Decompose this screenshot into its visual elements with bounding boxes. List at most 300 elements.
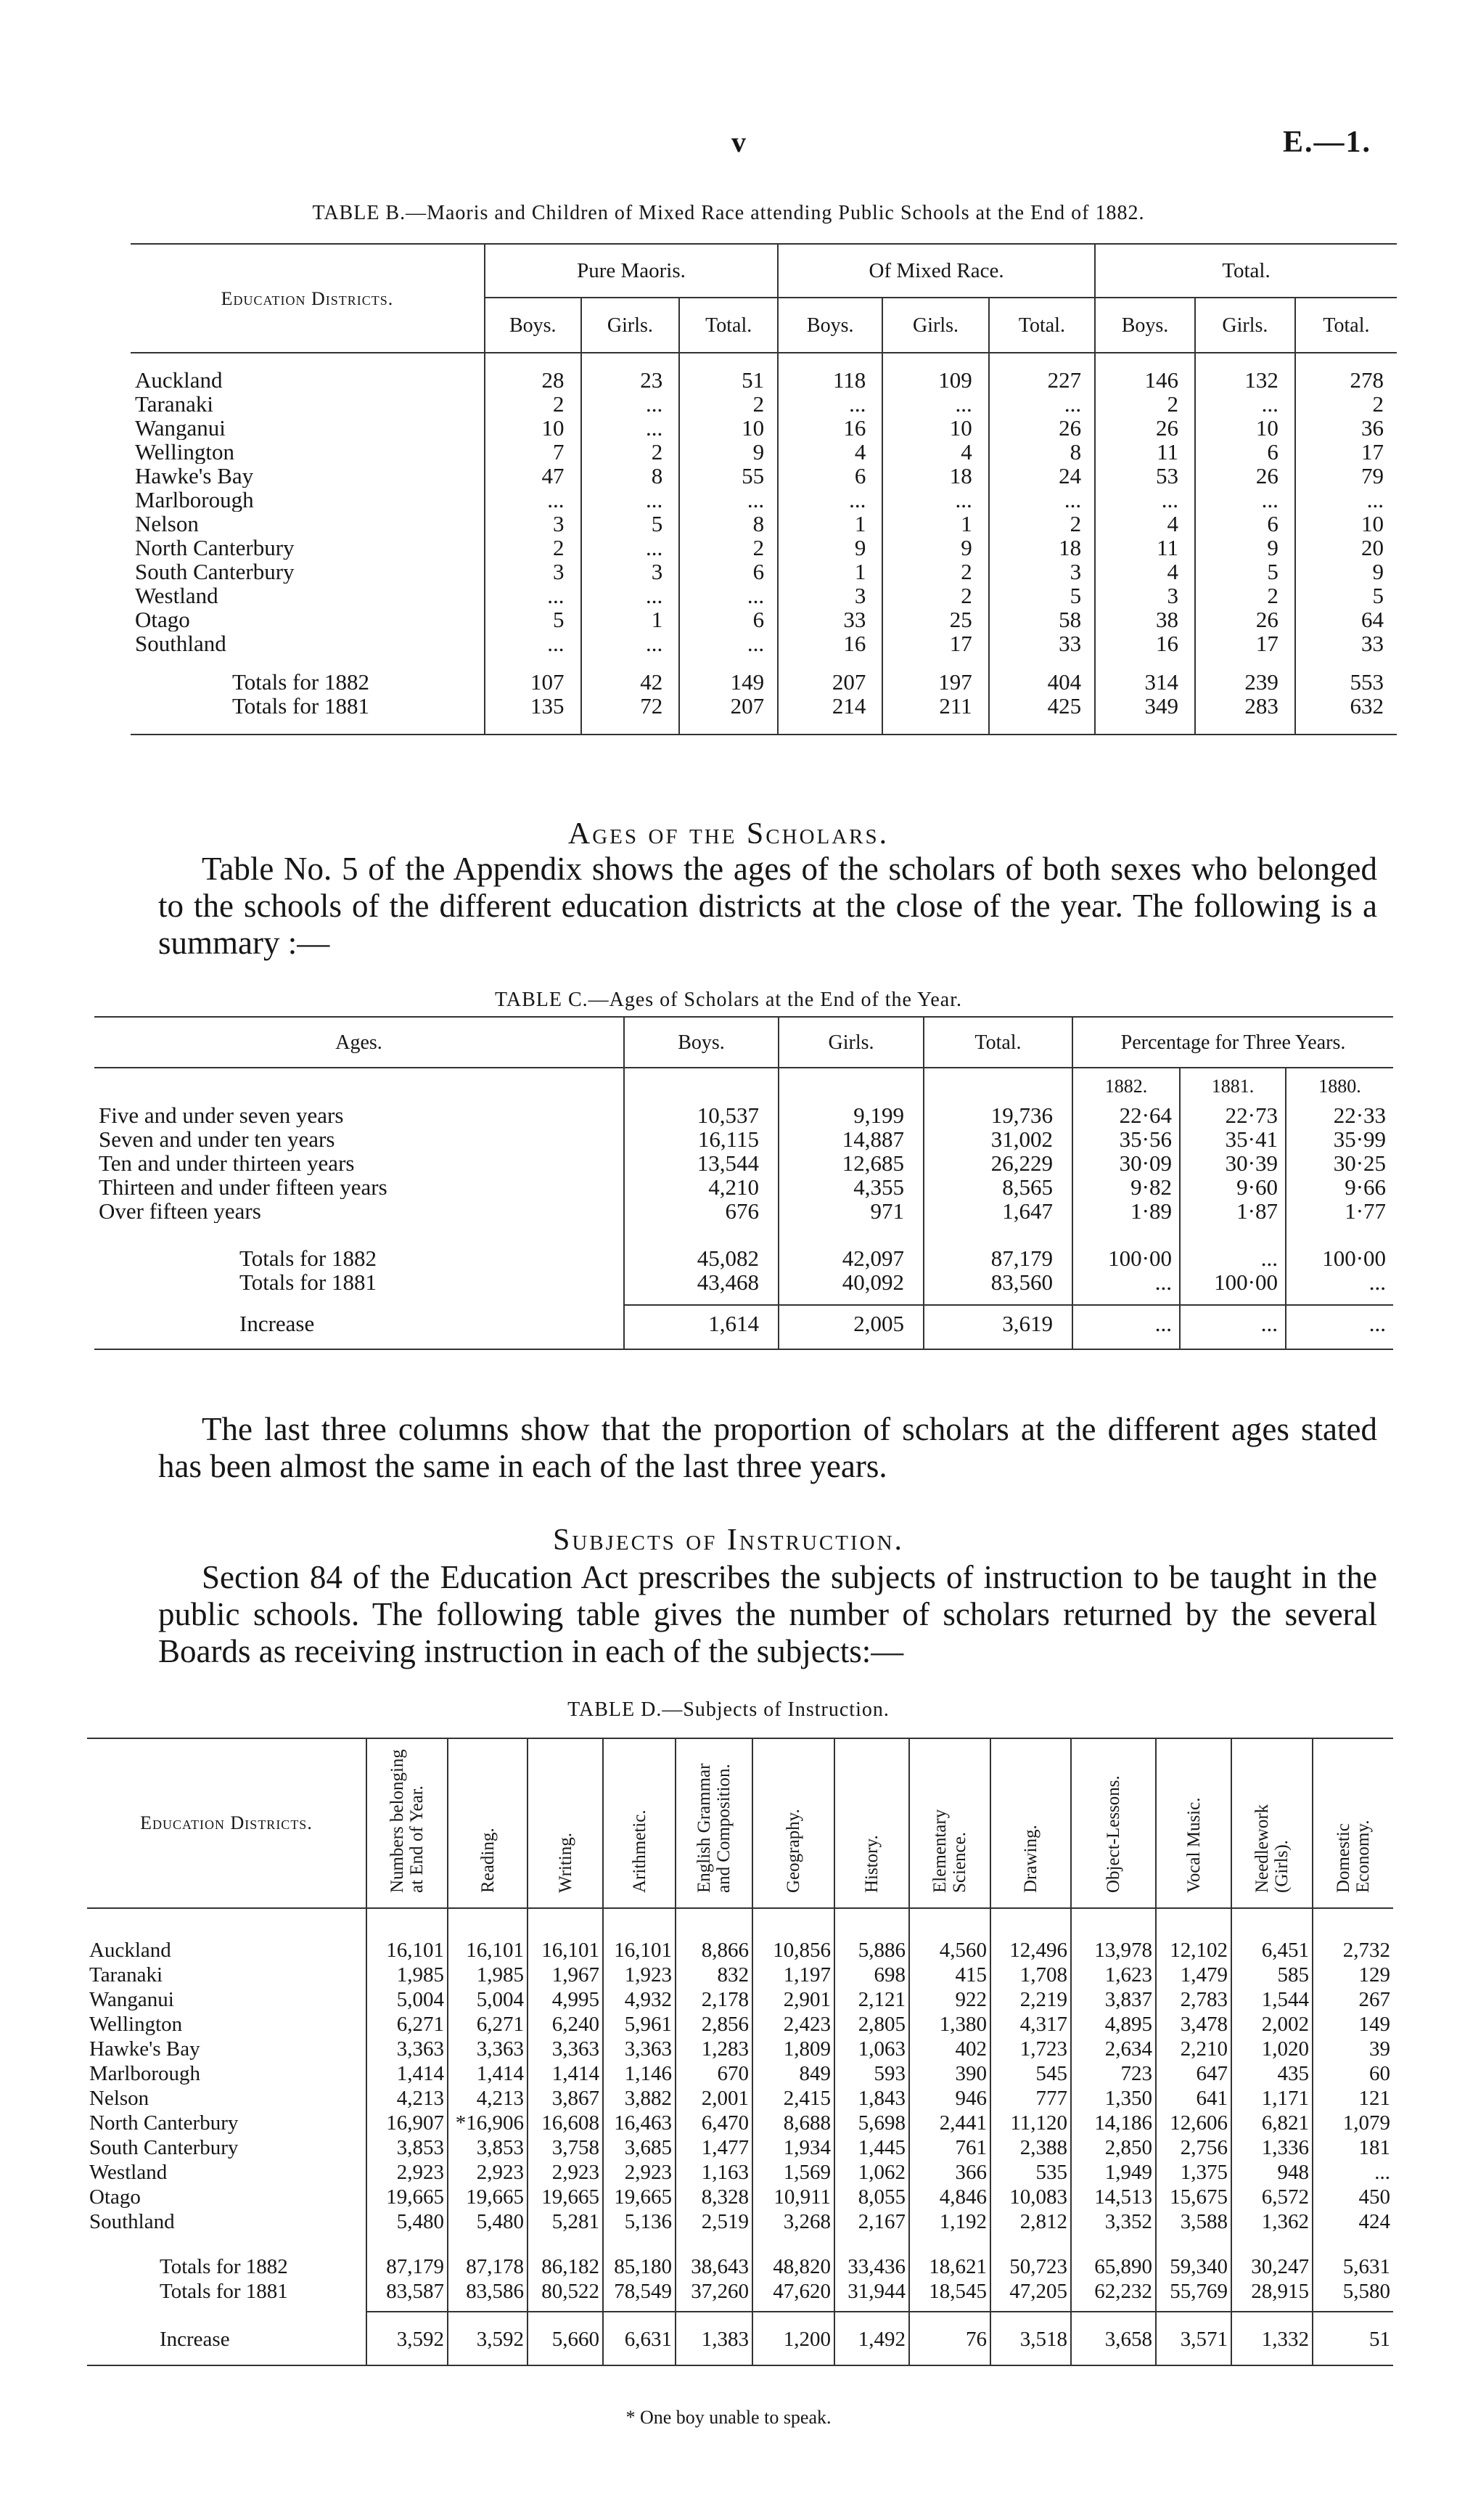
spacer-cell: [528, 2234, 603, 2254]
table-b-row: [131, 512, 1397, 536]
table-b-value: 33: [989, 631, 1095, 655]
spacer-cell: [779, 1335, 924, 1349]
table-c-increase-row-value: ...: [1180, 1312, 1286, 1335]
table-d-row-value: 1,380: [909, 2012, 990, 2037]
table-d-total-row-value: 33,436: [834, 2254, 909, 2279]
table-d-row-label: Wanganui: [89, 1988, 174, 2011]
spacer-cell: [882, 655, 988, 670]
table-d-row-value: 2,634: [1071, 2037, 1156, 2061]
table-d-row-value: 1,708: [990, 1963, 1071, 1987]
table-d-row-value: 5,004: [366, 1987, 448, 2012]
row-label-text: Auckland: [135, 368, 223, 392]
table-c-total-row-value: 100·00: [1180, 1270, 1286, 1294]
table-d-row-value: 60: [1313, 2061, 1393, 2086]
table-c-year-row: [94, 1068, 1393, 1103]
spacer-cell: [1071, 2352, 1156, 2365]
table-d-row-value: 849: [752, 2061, 834, 2086]
spacer-cell: [366, 2234, 448, 2254]
table-d-row-value: 1,079: [1313, 2111, 1393, 2135]
table-d-total-row-value: 37,260: [676, 2279, 752, 2304]
table-b-row: [131, 440, 1397, 464]
table-b-value: 7: [485, 440, 581, 464]
table-b-value: ...: [581, 416, 680, 440]
table-c-row-value: 9,199: [779, 1103, 924, 1127]
table-b-value: ...: [778, 392, 882, 416]
table-c-increase-row-value: ...: [1286, 1312, 1393, 1335]
table-b-total-value: 149: [679, 670, 778, 694]
spacer-cell: [778, 718, 882, 735]
subject-header-text: Writing.: [555, 1832, 575, 1893]
table-c-row: [94, 1175, 1393, 1199]
spacer-cell: [1313, 2352, 1393, 2365]
table-d-row-value: 4,317: [990, 2012, 1071, 2037]
table-b-row: [131, 464, 1397, 488]
table-d-row-value: 390: [909, 2061, 990, 2086]
spacer-cell: [1231, 2312, 1313, 2327]
spacer-cell: [752, 2304, 834, 2312]
table-d-bottom-rule: [87, 2352, 1393, 2365]
table-c-increase-row: [94, 1312, 1393, 1335]
table-d-total-row-value: 30,247: [1231, 2254, 1313, 2279]
row-label-text: Nelson: [135, 512, 199, 536]
table-b-value: 2: [989, 512, 1095, 536]
spacer-cell: [94, 1305, 624, 1312]
table-d-row-value: 6,271: [366, 2012, 448, 2037]
table-d-row-value: 149: [1313, 2012, 1393, 2037]
table-c-total-row-value: 100·00: [1286, 1246, 1393, 1270]
table-c-total-row-value: 45,082: [624, 1246, 779, 1270]
table-d-row-value: 2,519: [676, 2209, 752, 2234]
table-d-row-value: 670: [676, 2061, 752, 2086]
subject-header-text: Arithmetic.: [629, 1809, 649, 1893]
spacer-cell: [131, 353, 485, 368]
table-d-row-value: 535: [990, 2160, 1071, 2185]
spacer-cell: [1295, 353, 1397, 368]
table-d-row-value: 1,171: [1231, 2086, 1313, 2111]
table-c-increase-row-value: 2,005: [779, 1312, 924, 1335]
table-b-subheader: Total.: [989, 298, 1095, 353]
spacer-cell: [1156, 2304, 1231, 2312]
spacer-cell: [1313, 2312, 1393, 2327]
row-label-text: Wanganui: [135, 416, 226, 440]
subjects-paragraph-text: Section 84 of the Education Act prescribes the subjects of instruction to be taught in the public schools. The following table gives the number of scholars returned by the several Boards as receiving instruction in each of the subjects:—: [158, 1559, 1377, 1669]
table-b-value: 18: [882, 464, 988, 488]
table-d-increase-row-value: 3,518: [990, 2327, 1071, 2352]
spacer-cell: [1195, 655, 1295, 670]
table-c-row-value: 676: [624, 1199, 779, 1223]
table-c-row-value: 9·82: [1072, 1175, 1180, 1199]
row-label-text: Otago: [135, 608, 190, 631]
spacer-cell: [1095, 718, 1195, 735]
table-b-row: [131, 488, 1397, 512]
table-b-value: ...: [882, 488, 988, 512]
spacer-cell: [1286, 1335, 1393, 1349]
table-d-row: [87, 2111, 1393, 2135]
table-b-value: ...: [989, 392, 1095, 416]
table-b-value: ...: [581, 584, 680, 608]
table-d-row-value: 13,978: [1071, 1938, 1156, 1963]
table-c-total-row-value: 83,560: [924, 1270, 1072, 1294]
table-b-row: [131, 368, 1397, 392]
spacer-cell: [603, 2312, 676, 2327]
table-d-row-value: 366: [909, 2160, 990, 2185]
table-b-subheader: Boys.: [1095, 298, 1195, 353]
table-d-row-label: Nelson: [89, 2087, 149, 2110]
table-b-value: 3: [778, 584, 882, 608]
table-b-row: [131, 536, 1397, 560]
table-d-subject-header: [366, 1738, 448, 1908]
table-d-row-value: 121: [1313, 2086, 1393, 2111]
table-d-row-value: 698: [834, 1963, 909, 1987]
spacer-cell: [1071, 2304, 1156, 2312]
table-d-total-row-value: 50,723: [990, 2254, 1071, 2279]
table-d-row-label: Marlborough: [89, 2062, 201, 2085]
ages-paragraph-text: Table No. 5 of the Appendix shows the ages of the scholars of both sexes who belonged to the schools of the different education districts at the close of the year. The following is a summary :—: [158, 851, 1377, 961]
table-d-row-value: 5,698: [834, 2111, 909, 2135]
table-c-row-value: 971: [779, 1199, 924, 1223]
table-d-row-label: Otago: [89, 2185, 141, 2209]
table-d-total-row-value: 83,587: [366, 2279, 448, 2304]
table-b: [131, 243, 1397, 735]
spacer-cell: [581, 718, 680, 735]
table-b-value: 24: [989, 464, 1095, 488]
table-b-value: 9: [1195, 536, 1295, 560]
table-d-row-value: 15,675: [1156, 2185, 1231, 2209]
table-d-row-value: 2,856: [676, 2012, 752, 2037]
table-b-value: 1: [882, 512, 988, 536]
table-d-row-value: 1,375: [1156, 2160, 1231, 2185]
table-d-increase-row-value: 76: [909, 2327, 990, 2352]
table-b-value: 28: [485, 368, 581, 392]
table-b-total-value: 207: [778, 670, 882, 694]
table-b-value: 3: [989, 560, 1095, 584]
spacer-cell: [834, 2304, 909, 2312]
table-d-total-row-value: 87,179: [366, 2254, 448, 2279]
spacer-cell: [1072, 1305, 1180, 1312]
table-d-subject-header: [1313, 1738, 1393, 1908]
table-b-total-value: 214: [778, 694, 882, 718]
table-d-total-row-value: 86,182: [528, 2254, 603, 2279]
table-b-value: 5: [989, 584, 1095, 608]
row-label-text: Taranaki: [135, 392, 213, 416]
spacer-cell: [603, 2234, 676, 2254]
spacer-cell: [1095, 655, 1195, 670]
table-d-total-row-label: Totals for 1881: [160, 2280, 288, 2303]
table-b-value: 5: [1195, 560, 1295, 584]
spacer-cell: [1286, 1223, 1393, 1246]
spacer-cell: [87, 2234, 366, 2254]
table-c-total-row: [94, 1246, 1393, 1270]
table-d-total-row: [87, 2279, 1393, 2304]
spacer-cell: [990, 2312, 1071, 2327]
table-d-subject-header: [1156, 1738, 1231, 1908]
table-d-row-value: 761: [909, 2135, 990, 2160]
table-b-value: 3: [485, 512, 581, 536]
table-b-value: ...: [581, 392, 680, 416]
table-b-value: 16: [778, 631, 882, 655]
table-b-value: 38: [1095, 608, 1195, 631]
table-c-row-value: 4,355: [779, 1175, 924, 1199]
table-b-total-label: Totals for 1881: [232, 694, 369, 718]
table-b-value: 2: [882, 560, 988, 584]
table-d-row-value: 641: [1156, 2086, 1231, 2111]
table-b-value: ...: [989, 488, 1095, 512]
spacer-cell: [1180, 1335, 1286, 1349]
table-b-value: 109: [882, 368, 988, 392]
table-d-row-value: 2,423: [752, 2012, 834, 2037]
table-d-row-label: Hawke's Bay: [89, 2037, 200, 2061]
table-d-row-value: 19,665: [528, 2185, 603, 2209]
table-b-value: 2: [882, 584, 988, 608]
table-b-total-value: 42: [581, 670, 680, 694]
table-c-row-value: 22·33: [1286, 1103, 1393, 1127]
spacer-cell: [752, 1908, 834, 1938]
table-b-value: 4: [1095, 512, 1195, 536]
table-c-row-value: 10,537: [624, 1103, 779, 1127]
table-d-row-value: 2,812: [990, 2209, 1071, 2234]
table-b-subheader: Total.: [679, 298, 778, 353]
table-c-increase-row-value: ...: [1072, 1312, 1180, 1335]
table-b-row: [131, 416, 1397, 440]
table-b-value: 53: [1095, 464, 1195, 488]
table-d-row-value: 3,588: [1156, 2209, 1231, 2234]
table-b-value: 26: [1195, 464, 1295, 488]
spacer-cell: [528, 2304, 603, 2312]
table-c-row: [94, 1103, 1393, 1127]
table-b-value: 23: [581, 368, 680, 392]
table-c-total-row-value: 43,468: [624, 1270, 779, 1294]
subject-header-text: English Grammar and Composition.: [694, 1763, 734, 1893]
table-b-value: 11: [1095, 440, 1195, 464]
spacer-cell: [485, 353, 581, 368]
table-d-row-value: 16,101: [528, 1938, 603, 1963]
table-b-value: 2: [679, 536, 778, 560]
table-b-value: 64: [1295, 608, 1397, 631]
table-b-district: [131, 368, 485, 392]
table-d-row-value: 1,477: [676, 2135, 752, 2160]
table-d-row-value: 2,901: [752, 1987, 834, 2012]
table-b-subheader: Girls.: [882, 298, 988, 353]
table-c-total-row-value: 40,092: [779, 1270, 924, 1294]
table-b-value: ...: [882, 392, 988, 416]
subject-header-text: Object-Lessons.: [1104, 1775, 1123, 1893]
table-d-subject-header: [528, 1738, 603, 1908]
table-b-value: 2: [485, 392, 581, 416]
table-d-total-row-value: 47,205: [990, 2279, 1071, 2304]
table-b-district: [131, 536, 485, 560]
spacer-cell: [624, 1305, 779, 1312]
table-c-row-value: 16,115: [624, 1127, 779, 1151]
table-d-row-value: 1,967: [528, 1963, 603, 1987]
spacer-cell: [1195, 353, 1295, 368]
table-d-row-value: 2,805: [834, 2012, 909, 2037]
table-d-row-value: 2,001: [676, 2086, 752, 2111]
spacer-cell: [909, 2234, 990, 2254]
spacer-cell: [924, 1068, 1072, 1103]
spacer-cell: [990, 2352, 1071, 2365]
table-c-row-value: 26,229: [924, 1151, 1072, 1175]
table-d-subject-header: [603, 1738, 676, 1908]
spacer-cell: [679, 655, 778, 670]
table-d-row-value: 1,985: [366, 1963, 448, 1987]
spacer-cell: [1156, 2234, 1231, 2254]
table-d-row-value: 2,923: [603, 2160, 676, 2185]
table-b-district: [131, 512, 485, 536]
table-d-row-value: 1,336: [1231, 2135, 1313, 2160]
table-d-row-value: 11,120: [990, 2111, 1071, 2135]
spacer-cell: [990, 2304, 1071, 2312]
table-b-value: ...: [1195, 392, 1295, 416]
table-c-total-row: [94, 1270, 1393, 1294]
table-d-subject-header: [909, 1738, 990, 1908]
table-d-row-value: 1,192: [909, 2209, 990, 2234]
table-d-row-value: 16,101: [448, 1938, 528, 1963]
spacer-cell: [1231, 1908, 1313, 1938]
table-d-row-value: 6,240: [528, 2012, 603, 2037]
row-label-text: South Canterbury: [135, 560, 295, 584]
table-b-total-value: 72: [581, 694, 680, 718]
table-d-row-value: 1,809: [752, 2037, 834, 2061]
table-d-row-value: 3,478: [1156, 2012, 1231, 2037]
table-d-row-value: 2,850: [1071, 2135, 1156, 2160]
table-c-row-value: 31,002: [924, 1127, 1072, 1151]
table-b-total-value: 197: [882, 670, 988, 694]
table-d-row-value: 1,063: [834, 2037, 909, 2061]
table-d-increase-row-value: 1,200: [752, 2327, 834, 2352]
table-b-value: 26: [1095, 416, 1195, 440]
table-d-row-label: Wellington: [89, 2013, 183, 2036]
table-c-row-value: 8,565: [924, 1175, 1072, 1199]
table-b-value: ...: [679, 488, 778, 512]
table-d-subject-header: [834, 1738, 909, 1908]
spacer-cell: [528, 1908, 603, 1938]
table-d-row: [87, 1963, 1393, 1987]
table-c-total-row-value: ...: [1180, 1246, 1286, 1270]
table-b-value: 146: [1095, 368, 1195, 392]
table-b-value: 10: [1195, 416, 1295, 440]
table-b-value: 4: [1095, 560, 1195, 584]
table-d-total-row-value: 31,944: [834, 2279, 909, 2304]
table-c-bottom-rule: [94, 1335, 1393, 1349]
table-d-row-value: 10,911: [752, 2185, 834, 2209]
table-c-row-value: 22·64: [1072, 1103, 1180, 1127]
spacer-cell: [909, 2312, 990, 2327]
table-b-value: 6: [778, 464, 882, 488]
table-b-value: 18: [989, 536, 1095, 560]
table-b-district: [131, 584, 485, 608]
row-label-text: North Canterbury: [135, 536, 295, 560]
table-d-row-value: 1,414: [528, 2061, 603, 2086]
table-d-row-value: 19,665: [603, 2185, 676, 2209]
table-d-subject-header: [1071, 1738, 1156, 1908]
spacer-cell: [779, 1068, 924, 1103]
table-d-row-value: 1,923: [603, 1963, 676, 1987]
spacer-row: [87, 2312, 1393, 2327]
table-b-group-header: Total.: [1095, 244, 1397, 298]
spacer-cell: [676, 2312, 752, 2327]
table-d-row-value: 12,102: [1156, 1938, 1231, 1963]
table-d-row-value: 946: [909, 2086, 990, 2111]
spacer-cell: [581, 655, 680, 670]
table-d-row-value: 6,451: [1231, 1938, 1313, 1963]
spacer-cell: [676, 2352, 752, 2365]
table-b-district: [131, 416, 485, 440]
table-c-row: [94, 1199, 1393, 1223]
table-b-value: 4: [882, 440, 988, 464]
table-d-row-value: 16,101: [366, 1938, 448, 1963]
table-d-increase-row-value: 3,592: [366, 2327, 448, 2352]
table-d-row-value: 922: [909, 1987, 990, 2012]
table-b-value: ...: [485, 631, 581, 655]
spacer-cell: [882, 353, 988, 368]
table-b-total-value: 425: [989, 694, 1095, 718]
table-b-value: 16: [778, 416, 882, 440]
spacer-cell: [778, 655, 882, 670]
spacer-cell: [779, 1305, 924, 1312]
table-d-subject-header: [990, 1738, 1071, 1908]
table-b-total-value: 207: [679, 694, 778, 718]
table-b-total-value: 553: [1295, 670, 1397, 694]
spacer-cell: [779, 1294, 924, 1305]
spacer-cell: [603, 1908, 676, 1938]
table-c-header: Total.: [924, 1017, 1072, 1068]
spacer-cell: [679, 353, 778, 368]
spacer-cell: [989, 353, 1095, 368]
table-b-value: 2: [679, 392, 778, 416]
table-b-value: 6: [1195, 512, 1295, 536]
table-c-separator: [94, 1294, 1393, 1305]
table-b-total-value: 135: [485, 694, 581, 718]
table-d-row-value: 424: [1313, 2209, 1393, 2234]
table-c-row-value: 4,210: [624, 1175, 779, 1199]
table-d-row-value: 16,608: [528, 2111, 603, 2135]
table-b-group-header: Of Mixed Race.: [778, 244, 1095, 298]
table-d-total-row-value: 5,631: [1313, 2254, 1393, 2279]
spacer-cell: [779, 1223, 924, 1246]
row-label-text: Southland: [135, 631, 226, 655]
spacer-cell: [87, 1908, 366, 1938]
table-d-increase-row: [87, 2327, 1393, 2352]
table-d-row-value: 832: [676, 1963, 752, 1987]
table-b-value: 10: [485, 416, 581, 440]
spacer-cell: [528, 2312, 603, 2327]
table-b-district: [131, 560, 485, 584]
table-b-value: ...: [679, 584, 778, 608]
subject-header-text: Domestic Economy.: [1334, 1820, 1373, 1893]
spacer-cell: [448, 1908, 528, 1938]
table-c-year-header: 1882.: [1072, 1068, 1180, 1103]
table-b-value: 2: [581, 440, 680, 464]
table-d-total-row-value: 55,769: [1156, 2279, 1231, 2304]
table-d-row-value: 6,821: [1231, 2111, 1313, 2135]
table-c-row-value: 30·39: [1180, 1151, 1286, 1175]
table-c-caption: TABLE C.—Ages of Scholars at the End of the Year.: [495, 989, 962, 1011]
table-d-subject-header: [1231, 1738, 1313, 1908]
spacer-cell: [603, 2352, 676, 2365]
spacer-cell: [909, 2352, 990, 2365]
table-b-total-value: 211: [882, 694, 988, 718]
spacer-cell: [924, 1305, 1072, 1312]
table-d-row-value: 8,866: [676, 1938, 752, 1963]
table-d-row-value: 5,480: [448, 2209, 528, 2234]
table-c-total-row-value: 87,179: [924, 1246, 1072, 1270]
table-c-total-row-label: Totals for 1882: [239, 1246, 377, 1270]
spacer-cell: [1286, 1294, 1393, 1305]
table-b-value: 8: [679, 512, 778, 536]
table-d-row: [87, 2209, 1393, 2234]
table-c-row-label: Ten and under thirteen years: [99, 1151, 355, 1175]
spacer-cell: [990, 2234, 1071, 2254]
